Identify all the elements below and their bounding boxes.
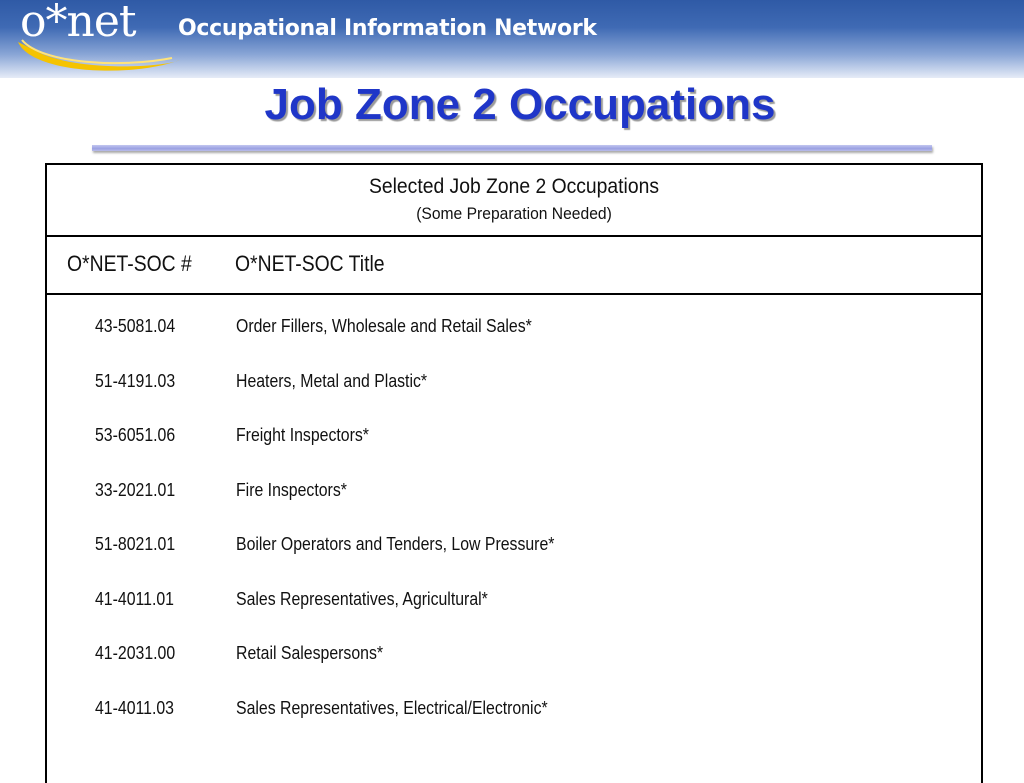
table-row: [47, 632, 981, 687]
title-divider: [92, 145, 932, 151]
soc-code-cell: 53-6051.06: [95, 425, 176, 445]
table-caption-title: Selected Job Zone 2 Occupations: [368, 175, 659, 198]
table-row: [47, 523, 981, 578]
soc-code-cell: 43-5081.04: [95, 316, 176, 336]
site-tagline: Occupational Information Network: [178, 16, 597, 41]
occupations-table: [45, 163, 983, 783]
table-row: [47, 469, 981, 524]
table-caption: [47, 165, 981, 237]
table-row: [47, 305, 981, 360]
soc-title-cell: Sales Representatives, Agricultural*: [236, 588, 488, 609]
soc-title-cell: Sales Representatives, Electrical/Electronic*: [236, 697, 548, 718]
soc-title-cell: Fire Inspectors*: [236, 479, 347, 500]
soc-title-cell: Heaters, Metal and Plastic*: [236, 370, 428, 391]
onet-logo: [12, 2, 184, 74]
soc-code-cell: 41-2031.00: [95, 643, 176, 663]
soc-code-cell: 41-4011.01: [95, 588, 174, 609]
soc-title-cell: Retail Salespersons*: [236, 643, 384, 663]
table-caption-subtitle: (Some Preparation Needed): [416, 204, 612, 223]
table-row: [47, 360, 981, 415]
table-header-row: [47, 237, 981, 295]
page-title: Job Zone 2 Occupations: [264, 80, 776, 129]
table-row: [47, 687, 981, 742]
table-body: [47, 305, 981, 741]
table-row: [47, 414, 981, 469]
table-row: [47, 578, 981, 633]
column-header-soc-title: O*NET-SOC Title: [235, 251, 385, 276]
soc-title-cell: Order Fillers, Wholesale and Retail Sales*: [236, 316, 532, 336]
soc-title-cell: Freight Inspectors*: [236, 425, 369, 445]
soc-code-cell: 51-8021.01: [95, 534, 176, 554]
logo-wordmark: o*net: [20, 0, 136, 47]
soc-code-cell: 41-4011.03: [95, 697, 174, 718]
soc-code-cell: 51-4191.03: [95, 370, 176, 391]
soc-title-cell: Boiler Operators and Tenders, Low Pressure*: [236, 534, 555, 554]
soc-code-cell: 33-2021.01: [95, 479, 176, 500]
column-header-soc-code: O*NET-SOC #: [67, 251, 192, 276]
header-band: [0, 0, 1024, 78]
